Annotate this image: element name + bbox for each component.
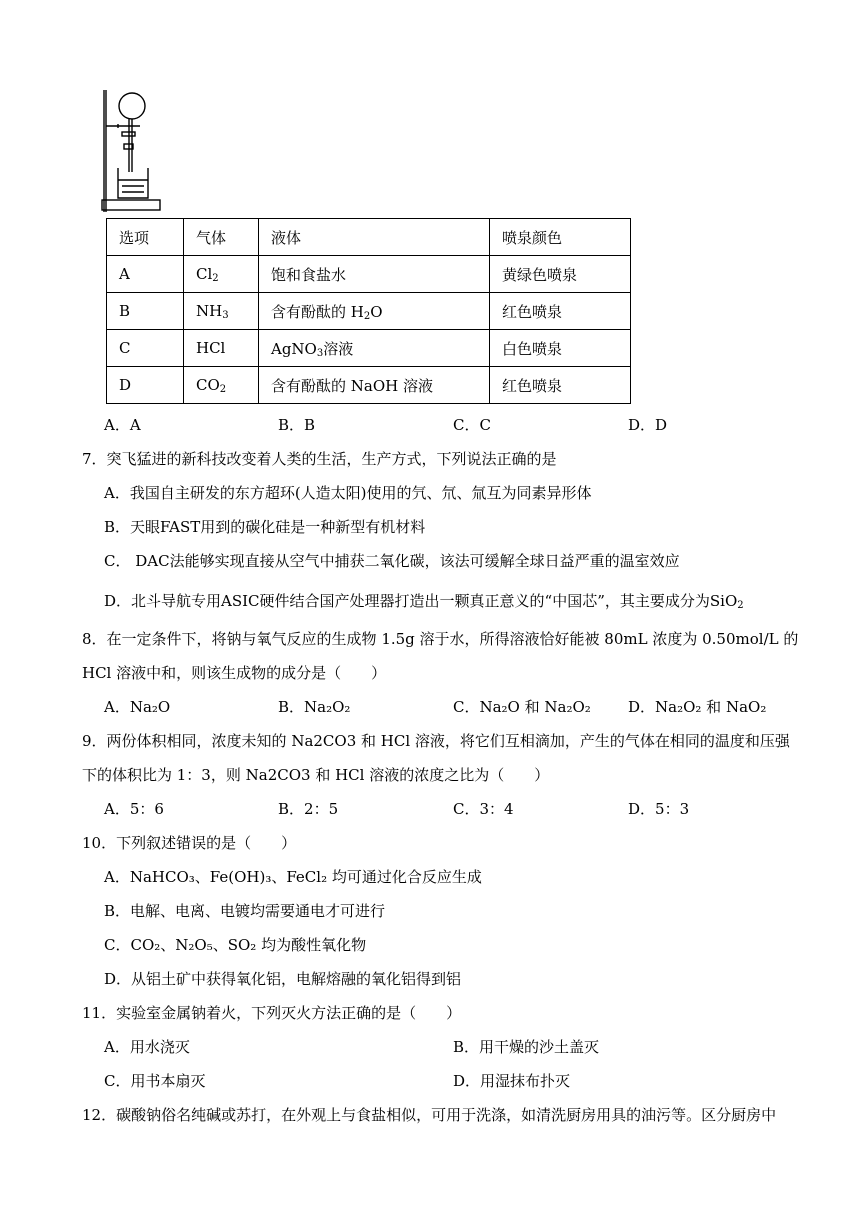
q11-option-b: B．用干燥的沙土盖灭 — [453, 1038, 600, 1056]
table-cell: 饱和食盐水 — [259, 256, 490, 293]
table-cell: AgNO$_3$溶液 — [259, 330, 490, 367]
table-cell: 黄绿色喷泉 — [490, 256, 631, 293]
q6-option-d: D．D — [628, 416, 668, 434]
q12-stem: 12．碳酸钠俗名纯碱或苏打，在外观上与食盐相似，可用于洗涤，如清洗厨房用具的油污等。区分厨房中 — [82, 1106, 777, 1124]
table-row — [107, 293, 631, 330]
table-cell: $Cl_2$ — [184, 256, 259, 293]
table-cell: B — [107, 293, 184, 330]
table-header-row — [107, 219, 631, 256]
q10-option-b: B．电解、电离、电镀均需要通电才可进行 — [104, 902, 386, 920]
table-cell: C — [107, 330, 184, 367]
table-cell: 白色喷泉 — [490, 330, 631, 367]
table-cell: HCl — [184, 330, 259, 367]
q8-stem-line2: HCl 溶液中和，则该生成物的成分是（ ） — [82, 664, 387, 682]
q6-option-c: C．C — [453, 416, 491, 434]
table-header: 喷泉颜色 — [490, 219, 631, 256]
q10-option-c: C．CO₂、N₂O₅、SO₂ 均为酸性氧化物 — [104, 936, 367, 954]
q9-option-a: A．5：6 — [104, 800, 164, 818]
q9-option-b: B．2：5 — [278, 800, 339, 818]
table-cell: 含有酚酞的 $H_2O$ — [259, 293, 490, 330]
q7-option-b: B．天眼FAST用到的碳化硅是一种新型有机材料 — [104, 518, 426, 536]
q9-stem-line1: 9．两份体积相同，浓度未知的 Na2CO3 和 HCl 溶液，将它们互相滴加，产生的气体在相同的温度和压强 — [82, 732, 790, 750]
table-cell: 红色喷泉 — [490, 293, 631, 330]
q7-option-a: A．我国自主研发的东方超环(人造太阳)使用的氕、氘、氚互为同素异形体 — [104, 484, 592, 502]
table-cell: A — [107, 256, 184, 293]
q8-option-a: A．Na₂O — [104, 698, 171, 716]
table-cell: 红色喷泉 — [490, 367, 631, 404]
table-row — [107, 367, 631, 404]
q8-option-d: D．Na₂O₂ 和 NaO₂ — [628, 698, 767, 716]
q6-option-b: B．B — [278, 416, 316, 434]
table-cell: $NH_3$ — [184, 293, 259, 330]
q6-option-a: A．A — [104, 416, 141, 434]
table-header: 气体 — [184, 219, 259, 256]
q9-option-d: D．5：3 — [628, 800, 690, 818]
q10-option-d: D．从铝土矿中获得氧化铝，电解熔融的氧化铝得到铝 — [104, 970, 462, 988]
table-row — [107, 330, 631, 367]
q8-option-b: B．Na₂O₂ — [278, 698, 351, 716]
q8-option-c: C．Na₂O 和 Na₂O₂ — [453, 698, 591, 716]
table-header: 液体 — [259, 219, 490, 256]
table-row — [107, 256, 631, 293]
q9-stem-line2: 下的体积比为 1：3，则 Na2CO3 和 HCl 溶液的浓度之比为（ ） — [82, 766, 550, 784]
table-cell: D — [107, 367, 184, 404]
q11-stem: 11．实验室金属钠着火，下列灭火方法正确的是（ ） — [82, 1004, 462, 1022]
q11-option-a: A．用水浇灭 — [104, 1038, 190, 1056]
table-cell: 含有酚酞的 NaOH 溶液 — [259, 367, 490, 404]
fountain-options-table — [106, 218, 631, 404]
q11-option-c: C．用书本扇灭 — [104, 1072, 206, 1090]
q11-option-d: D．用湿抹布扑灭 — [453, 1072, 571, 1090]
q7-option-c: C． DAC法能够实现直接从空气中捕获二氧化碳，该法可缓解全球日益严重的温室效应 — [104, 552, 680, 570]
q10-stem: 10．下列叙述错误的是（ ） — [82, 834, 297, 852]
q7-option-d: D．北斗导航专用ASIC硬件结合国产处理器打造出一颗真正意义的“中国芯”，其主要成分为SiO$_2$ — [104, 592, 744, 611]
q8-stem-line1: 8．在一定条件下，将钠与氧气反应的生成物 1.5g 溶于水，所得溶液恰好能被 80mL 浓度为 0.50mol/L 的 — [82, 630, 799, 648]
q10-option-a: A．NaHCO₃、Fe(OH)₃、FeCl₂ 均可通过化合反应生成 — [104, 868, 482, 886]
fountain-apparatus-image — [100, 88, 162, 214]
q9-option-c: C．3：4 — [453, 800, 514, 818]
q7-stem: 7．突飞猛进的新科技改变着人类的生活，生产方式，下列说法正确的是 — [82, 450, 557, 468]
table-header: 选项 — [107, 219, 184, 256]
table-cell: $CO_2$ — [184, 367, 259, 404]
